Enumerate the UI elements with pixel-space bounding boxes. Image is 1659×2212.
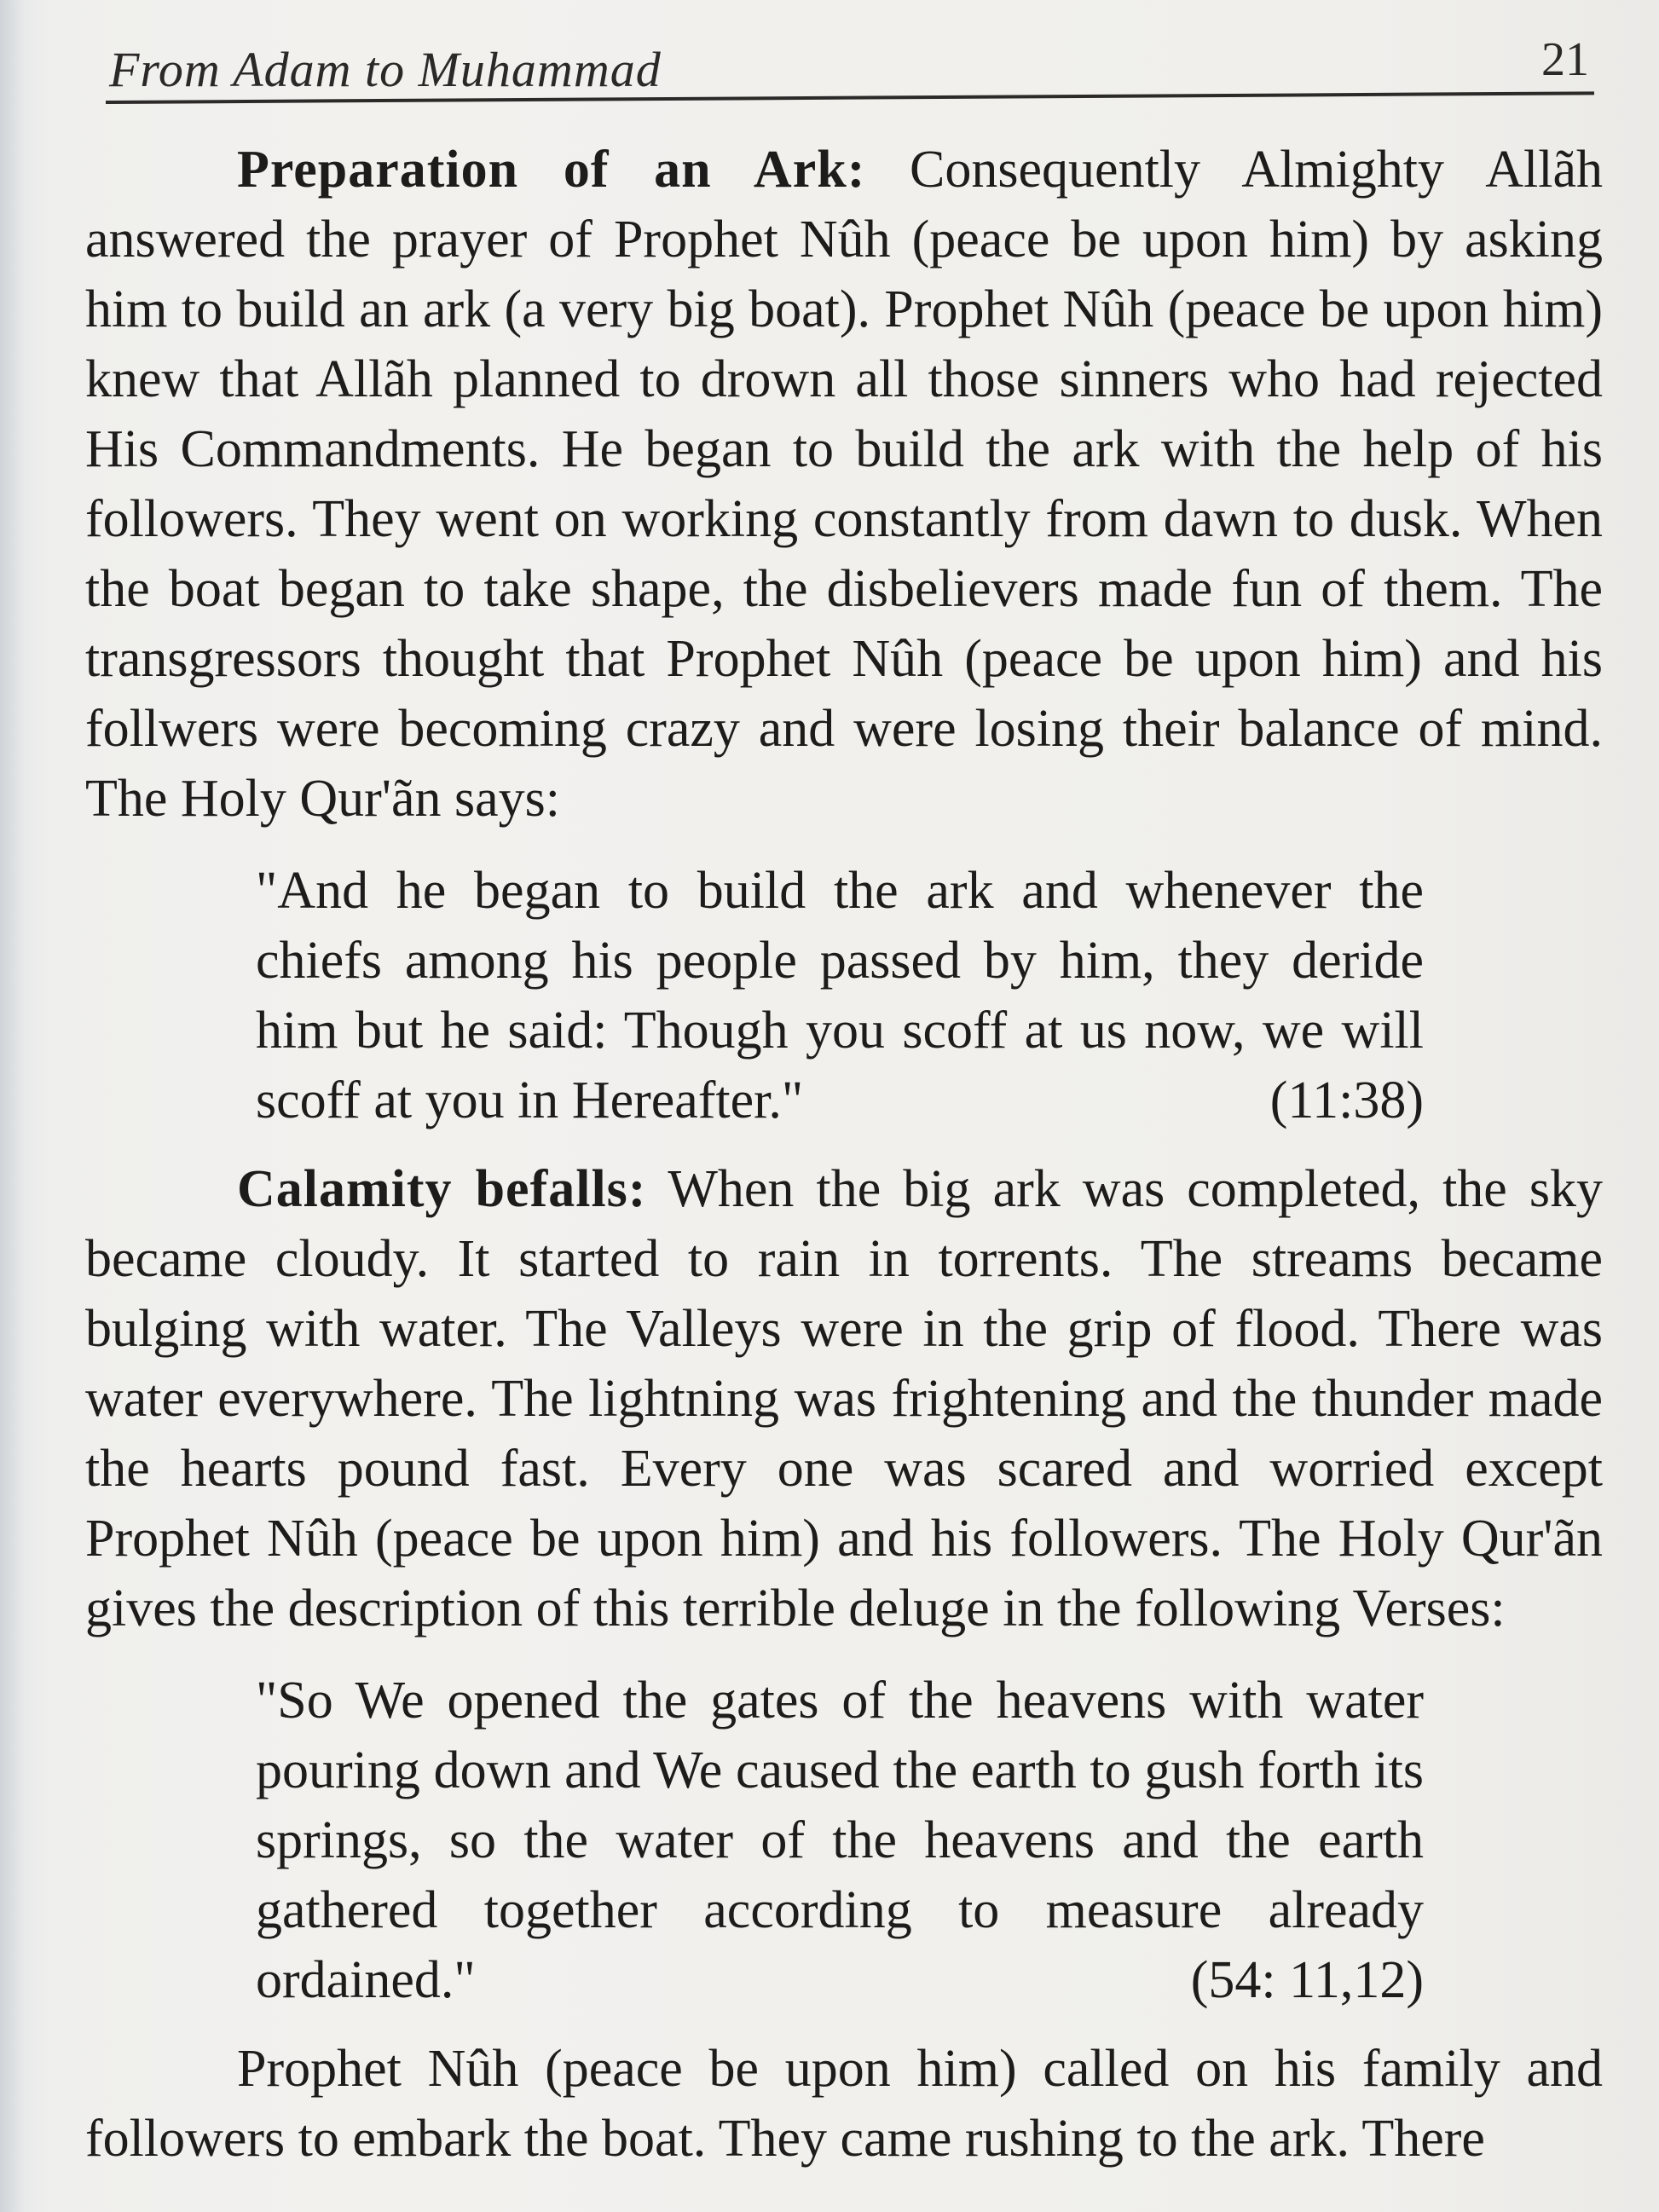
quran-quote-11-38 xyxy=(85,856,1603,1135)
quote-citation: (11:38) xyxy=(1269,1071,1424,1129)
heading-calamity-befalls: Calamity befalls: xyxy=(237,1160,647,1218)
quran-quote-54-11-12 xyxy=(85,1666,1603,2015)
quote-text: "And he began to build the ark and whenever the chiefs among his people passed by him, they deride him but he said: Though you scoff at us now, we will scoff at you in Hereafter." xyxy=(256,862,1424,1129)
paragraph-embark-text: Prophet Nûh (peace be upon him) called on his family and followers to embark the boat. They came rushing to the ark. There xyxy=(85,2040,1603,2168)
paragraph-calamity xyxy=(85,1154,1603,1643)
heading-preparation-of-ark: Preparation of an Ark: xyxy=(237,141,866,199)
paragraph-ark-text: Consequently Almighty Allãh answered the prayer of Prophet Nûh (peace be upon him) by asking him to build an ark (a very big boat). Prophet Nûh (peace be upon him) knew that Allãh planned to drown all those sinners who had rejected His Commandments. He began to build the ark with the help of his followers. They went on working constantly from dawn to dusk. When the boat began to take shape, the disbelievers made fun of them. The transgressors thought that Prophet Nûh (peace be upon him) and his follwers were becoming crazy and were losing their balance of mind. The Holy Qur'ãn says: xyxy=(85,141,1603,828)
quote-text: "So We opened the gates of the heavens with water pouring down and We caused the earth to gush forth its springs, so the water of the heavens and the earth gathered together according to measure already ordained." xyxy=(256,1672,1424,2009)
page-body xyxy=(85,135,1603,2174)
paragraph-embark xyxy=(85,2034,1603,2174)
running-head-title: From Adam to Muhammad xyxy=(109,42,662,97)
page-number: 21 xyxy=(1541,33,1589,86)
paragraph-calamity-text: When the big ark was completed, the sky became cloudy. It started to rain in torrents. The streams became bulging with water. The Valleys were in the grip of flood. There was water everywhere. The lightning was frightening and the thunder made the hearts pound fast. Every one was scared and worried except Prophet Nûh (peace be upon him) and his followers. The Holy Qur'ãn gives the description of this terrible deluge in the following Verses: xyxy=(85,1160,1604,1637)
paragraph-ark xyxy=(85,135,1603,834)
quote-citation: (54: 11,12) xyxy=(1190,1951,1424,2009)
